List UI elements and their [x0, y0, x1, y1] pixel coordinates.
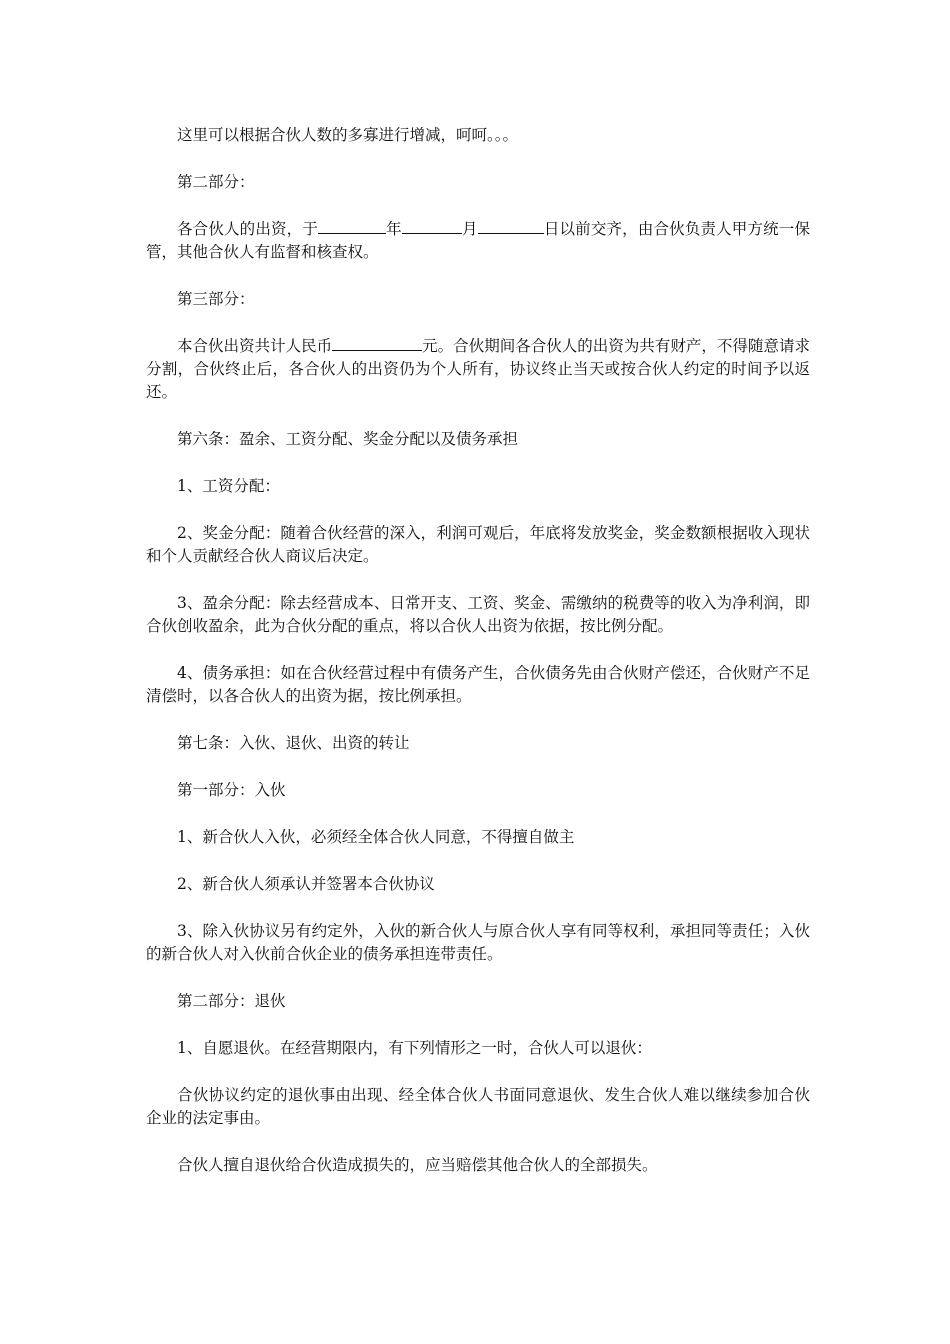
blank-month-field [402, 218, 462, 234]
heading-join: 第一部分：入伙 [177, 781, 286, 799]
item-join-sign: 2、新合伙人须承认并签署本合伙协议 [177, 875, 435, 893]
paragraph-contribution-date [146, 218, 810, 264]
item-join-consent: 1、新合伙人入伙，必须经全体合伙人同意，不得擅自做主 [177, 828, 575, 846]
text-segment: 本合伙出资共计人民币 [177, 337, 333, 355]
blank-day-field [478, 218, 544, 234]
text-segment: 年 [385, 220, 402, 238]
heading-part-three: 第三部分： [177, 290, 255, 308]
paragraph-withdraw-liability: 合伙人擅自退伙给合伙造成损失的，应当赔偿其他合伙人的全部损失。 [177, 1156, 658, 1174]
paragraph-note: 这里可以根据合伙人数的多寡进行增减，呵呵。。。 [177, 126, 519, 144]
text-segment: 日以前交齐，由合伙负责人甲方统一保管，其他合伙人有监督和核查权。 [146, 220, 810, 261]
heading-withdraw: 第二部分：退伙 [177, 992, 286, 1010]
blank-year-field [318, 218, 386, 234]
heading-article-seven: 第七条：入伙、退伙、出资的转让 [177, 734, 410, 752]
document-body [146, 124, 810, 1201]
item-surplus: 3、盈余分配：除去经营成本、日常开支、工资、奖金、需缴纳的税费等的收入为净利润，即合伙创收盈余，此为合伙分配的重点，将以合伙人出资为依据，按比例分配。 [146, 594, 810, 635]
heading-part-two: 第二部分： [177, 173, 255, 191]
text-segment: 元。合伙期间各合伙人的出资为共有财产，不得随意请求分割，合伙终止后，各合伙人的出资仍为个人所有，协议终止当天或按合伙人约定的时间予以返还。 [146, 337, 810, 401]
heading-article-six: 第六条：盈余、工资分配、奖金分配以及债务承担 [177, 430, 519, 448]
text-segment: 各合伙人的出资，于 [177, 220, 318, 238]
item-debt: 4、债务承担：如在合伙经营过程中有债务产生，合伙债务先由合伙财产偿还，合伙财产不足清偿时，以各合伙人的出资为据，按比例承担。 [146, 664, 810, 705]
text-segment: 月 [461, 220, 478, 238]
item-voluntary-withdraw: 1、自愿退伙。在经营期限内，有下列情形之一时，合伙人可以退伙： [177, 1039, 652, 1057]
item-join-rights: 3、除入伙协议另有约定外，入伙的新合伙人与原合伙人享有同等权利，承担同等责任；入伙的新合伙人对入伙前合伙企业的债务承担连带责任。 [146, 922, 810, 963]
item-bonus: 2、奖金分配：随着合伙经营的深入，利润可观后，年底将发放奖金，奖金数额根据收入现状和个人贡献经合伙人商议后决定。 [146, 524, 810, 565]
item-salary: 1、工资分配： [177, 477, 280, 495]
paragraph-total-contribution [146, 335, 810, 404]
paragraph-withdraw-conditions: 合伙协议约定的退伙事由出现、经全体合伙人书面同意退伙、发生合伙人难以继续参加合伙企业的法定事由。 [146, 1086, 810, 1127]
blank-amount-field [332, 335, 422, 351]
